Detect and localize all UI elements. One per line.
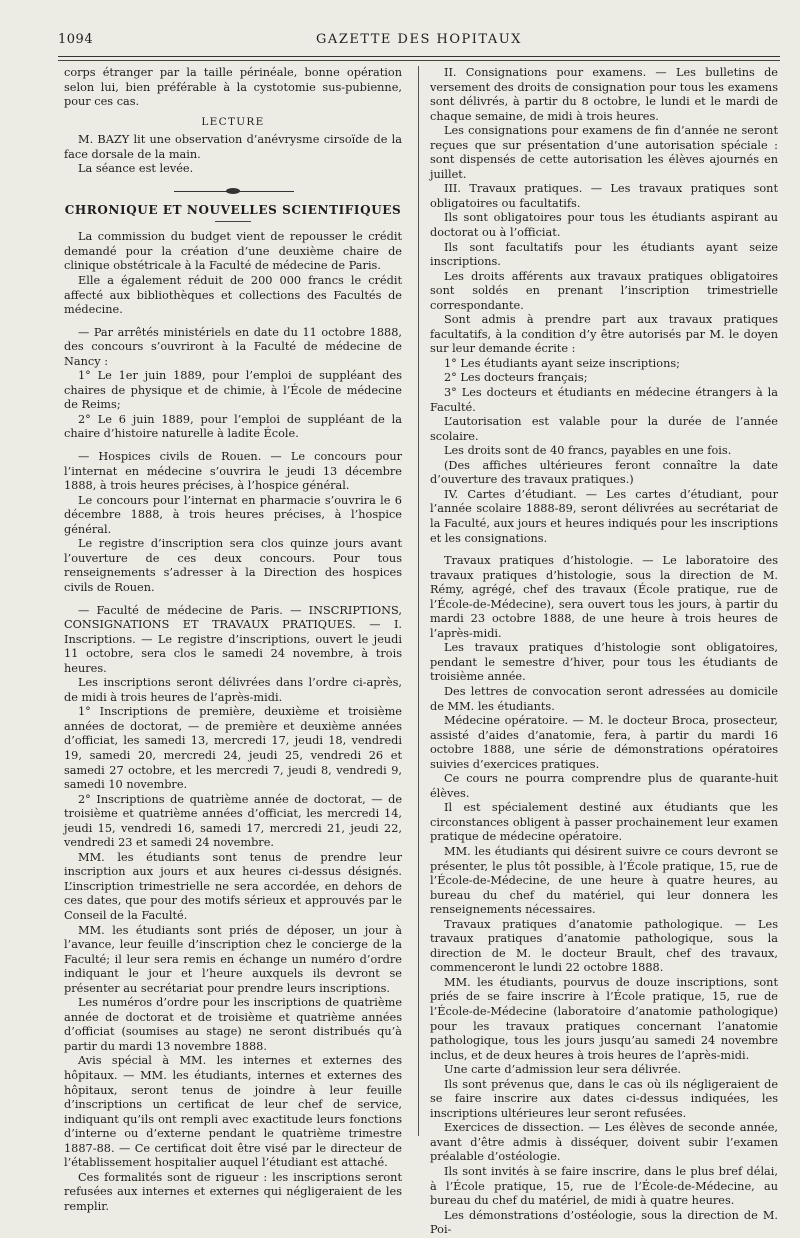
paragraph: Il est spécialement destiné aux étudiants que les circonstances obligent à passer prochainement leur examen pratique de médecine opératoire. [430,801,778,844]
paragraph: 2° Le 6 juin 1889, pour l’emploi de suppléant de la chaire d’histoire naturelle à ladite École. [64,412,402,441]
paragraph: Le registre d’inscription sera clos quinze jours avant l’ouverture de ces deux concours. Pour tous renseignements s’adresser à la Direction des hospices civils de Rouen. [64,537,402,594]
journal-title: GAZETTE DES HOPITAUX [316,32,522,47]
paragraph: La séance est levée. [78,162,194,176]
paragraph: Elle a également réduit de 200 000 francs le crédit affecté aux bibliothèques et collections des Facultés de médecine. [64,274,402,317]
paragraph: MM. les étudiants, pourvus de douze inscriptions, sont priés de se faire inscrire à l’École pratique, 15, rue de l’École-de-Médecine (laboratoire d’anatomie pathologique) pour les travaux pratiques concernant l’anatomie pathologique, tous les jours jusqu’au samedi 24 novembre inclus, et de deux heures à trois heures de l’après-midi. [430,975,778,1062]
left-column [64,66,402,1213]
paragraph: Ce cours ne pourra comprendre plus de quarante-huit élèves. [430,772,778,800]
paragraph: Ils sont facultatifs pour les étudiants ayant seize inscriptions. [430,240,778,269]
paragraph: 2° Inscriptions de quatrième année de doctorat, — de troisième et quatrième années d’officiat, les mercredi 14, jeudi 15, vendredi 16, samedi 17, mercredi 21, jeudi 22, vendredi 23 et samedi 24 novembre. [64,792,402,850]
paragraph: M. BAZY lit une observation d’anévrysme cirsoïde de la face dorsale de la main. [64,133,402,161]
paragraph: Exercices de dissection. — Les élèves de seconde année, avant d’être admis à disséquer, doivent subir l’examen préalable d’ostéologie. [430,1121,778,1164]
paragraph: Sont admis à prendre part aux travaux pratiques facultatifs, à la condition d’y être autorisés par M. le doyen sur leur demande écrite : [430,313,778,356]
paragraph: 3° Les docteurs et étudiants en médecine étrangers à la Faculté. [430,386,778,414]
header-rule-thin [58,60,780,61]
header-rule [58,56,780,57]
paragraph: — Faculté de médecine de Paris. — INSCRIPTIONS, CONSIGNATIONS ET TRAVAUX PRATIQUES. — I. Inscriptions. — Le registre d’inscriptions, ouvert le jeudi 11 octobre, sera clos le samedi 24 novembre, à trois heures. [64,603,402,675]
paragraph: Les consignations pour examens de fin d’année ne seront reçues que sur présentation d’une autorisation spéciale : sont dispensés de cette autorisation les élèves ajournés en juillet. [430,124,778,181]
paragraph: Une carte d’admission leur sera délivrée. [444,1063,682,1077]
paragraph: corps étranger par la taille périnéale, bonne opération selon lui, bien préférable à la cystotomie sus-pubienne, pour ces cas. [64,66,402,109]
paragraph: Des lettres de convocation seront adressées au domicile de MM. les étudiants. [430,684,778,713]
paragraph: Médecine opératoire. — M. le docteur Broca, prosecteur, assisté d’aides d’anatomie, fera, à partir du mardi 16 octobre 1888, une série de démonstrations opératoires suivies d’exercices pratiques. [430,714,778,771]
section-separator [64,187,402,195]
paragraph: — Hospices civils de Rouen. — Le concours pour l’internat en médecine s’ouvrira le jeudi 13 décembre 1888, à trois heures précises, à l’hospice général. [64,450,402,493]
paragraph: Les inscriptions seront délivrées dans l’ordre ci-après, de midi à trois heures de l’après-midi. [64,676,402,704]
paragraph: Travaux pratiques d’anatomie pathologique. — Les travaux pratiques d’anatomie pathologique, sous la direction de M. le docteur Brault, chef des travaux, commenceront le lundi 22 octobre 1888. [430,917,778,975]
paragraph: Les numéros d’ordre pour les inscriptions de quatrième année de doctorat et de troisième et quatrième années d’officiat (soumises au stage) ne seront distribués qu’à partir du mardi 13 novembre 1888. [64,996,402,1053]
paragraph: 1° Le 1er juin 1889, pour l’emploi de suppléant des chaires de physique et de chimie, à l’École de médecine de Reims; [64,369,402,412]
paragraph: — Par arrêtés ministériels en date du 11 octobre 1888, des concours s’ouvriront à la Faculté de médecine de Nancy : [64,325,402,368]
paragraph: L’autorisation est valable pour la durée de l’année scolaire. [430,415,778,443]
paragraph: IV. Cartes d’étudiant. — Les cartes d’étudiant, pour l’année scolaire 1888-89, seront délivrées au secrétariat de la Faculté, aux jours et heures indiqués pour les inscriptions et les consignations. [430,487,778,545]
paragraph: (Des affiches ultérieures feront connaître la date d’ouverture des travaux pratiques.) [430,458,778,487]
paragraph: Les droits afférents aux travaux pratiques obligatoires sont soldés en prenant l’inscription trimestrielle correspondante. [430,269,778,312]
paragraph: Ils sont invités à se faire inscrire, dans le plus bref délai, à l’École pratique, 15, rue de l’École-de-Médecine, au bureau du chef du matériel, de midi à quatre heures. [430,1165,778,1208]
column-divider [418,66,419,1136]
page-number: 1094 [58,32,94,47]
paragraph: Avis spécial à MM. les internes et externes des hôpitaux. — MM. les étudiants, internes et externes des hôpitaux, seront tenus de joindre à leur feuille d’inscriptions un certificat de leur chef de service, indiquant qu’ils ont rempli avec exactitude leurs fonctions d’interne ou d’externe pendant le quatrième trimestre 1887-88. — Ce certificat doit être visé par le directeur de l’établissement hospitalier auquel l’étudiant est attaché. [64,1054,402,1170]
paragraph: Le concours pour l’internat en pharmacie s’ouvrira le 6 décembre 1888, à trois heures précises, à l’hospice général. [64,493,402,536]
paragraph: III. Travaux pratiques. — Les travaux pratiques sont obligatoires ou facultatifs. [430,182,778,210]
page-header [58,30,780,52]
paragraph: Travaux pratiques d’histologie. — Le laboratoire des travaux pratiques d’histologie, sous la direction de M. Rémy, agrégé, chef des travaux (École pratique, rue de l’École-de-Médecine), sera ouvert tous les jours, à partir du mardi 23 octobre 1888, de une heure à trois heures de l’après-midi. [430,554,778,640]
paragraph: Les droits sont de 40 francs, payables en une fois. [444,444,732,458]
paragraph: MM. les étudiants sont priés de déposer, un jour à l’avance, leur feuille d’inscription chez le concierge de la Faculté; il leur sera remis en échange un numéro d’ordre indiquant le jour et l’heure auxquels ils devront se présenter au secrétariat pour prendre leurs inscriptions. [64,923,402,995]
paragraph: 1° Inscriptions de première, deuxième et troisième années de doctorat, — de première et deuxième années d’officiat, les samedi 13, mercredi 17, jeudi 18, vendredi 19, samedi 20, mercredi 24, jeudi 25, vendredi 26 et samedi 27 octobre, et les mercredi 7, jeudi 8, vendredi 9, samedi 10 novembre. [64,705,402,792]
paragraph: Ils sont obligatoires pour tous les étudiants aspirant au doctorat ou à l’officiat. [430,211,778,240]
paragraph: Les démonstrations d’ostéologie, sous la direction de M. Poi- [430,1208,778,1237]
paragraph: MM. les étudiants qui désirent suivre ce cours devront se présenter, le plus tôt possible, à l’École pratique, 15, rue de l’École-de-Médecine, de une heure à quatre heures, au bureau du chef du matériel, qui leur donnera les renseignements nécessaires. [430,844,778,917]
paragraph: 2° Les docteurs français; [444,371,588,385]
paragraph: MM. les étudiants sont tenus de prendre leur inscription aux jours et aux heures ci-dessus désignés. L’inscription trimestrielle ne sera accordée, en dehors de ces dates, que pour des motifs sérieux et approuvés par le Conseil de la Faculté. [64,850,402,922]
paragraph: La commission du budget vient de repousser le crédit demandé pour la création d’une deuxième chaire de clinique obstétricale à la Faculté de médecine de Paris. [64,230,402,273]
paragraph: 1° Les étudiants ayant seize inscriptions; [444,356,680,370]
paragraph: Les travaux pratiques d’histologie sont obligatoires, pendant le semestre d’hiver, pour tous les étudiants de troisième année. [430,641,778,684]
lecture-heading: LECTURE [201,115,265,128]
chronique-heading: CHRONIQUE ET NOUVELLES SCIENTIFIQUES [64,202,402,217]
heading-rule [215,221,251,222]
paragraph: Ces formalités sont de rigueur : les inscriptions seront refusées aux internes et externes qui négligeraient de les remplir. [64,1170,402,1213]
paragraph: Ils sont prévenus que, dans le cas où ils négligeraient de se faire inscrire aux dates ci-dessus indiquées, les inscriptions ultérieures leur seront refusées. [430,1077,778,1120]
paragraph: II. Consignations pour examens. — Les bulletins de versement des droits de consignation pour tous les examens sont délivrés, à partir du 8 octobre, le lundi et le mardi de chaque semaine, de midi à trois heures. [430,66,778,123]
right-column [430,66,778,1237]
